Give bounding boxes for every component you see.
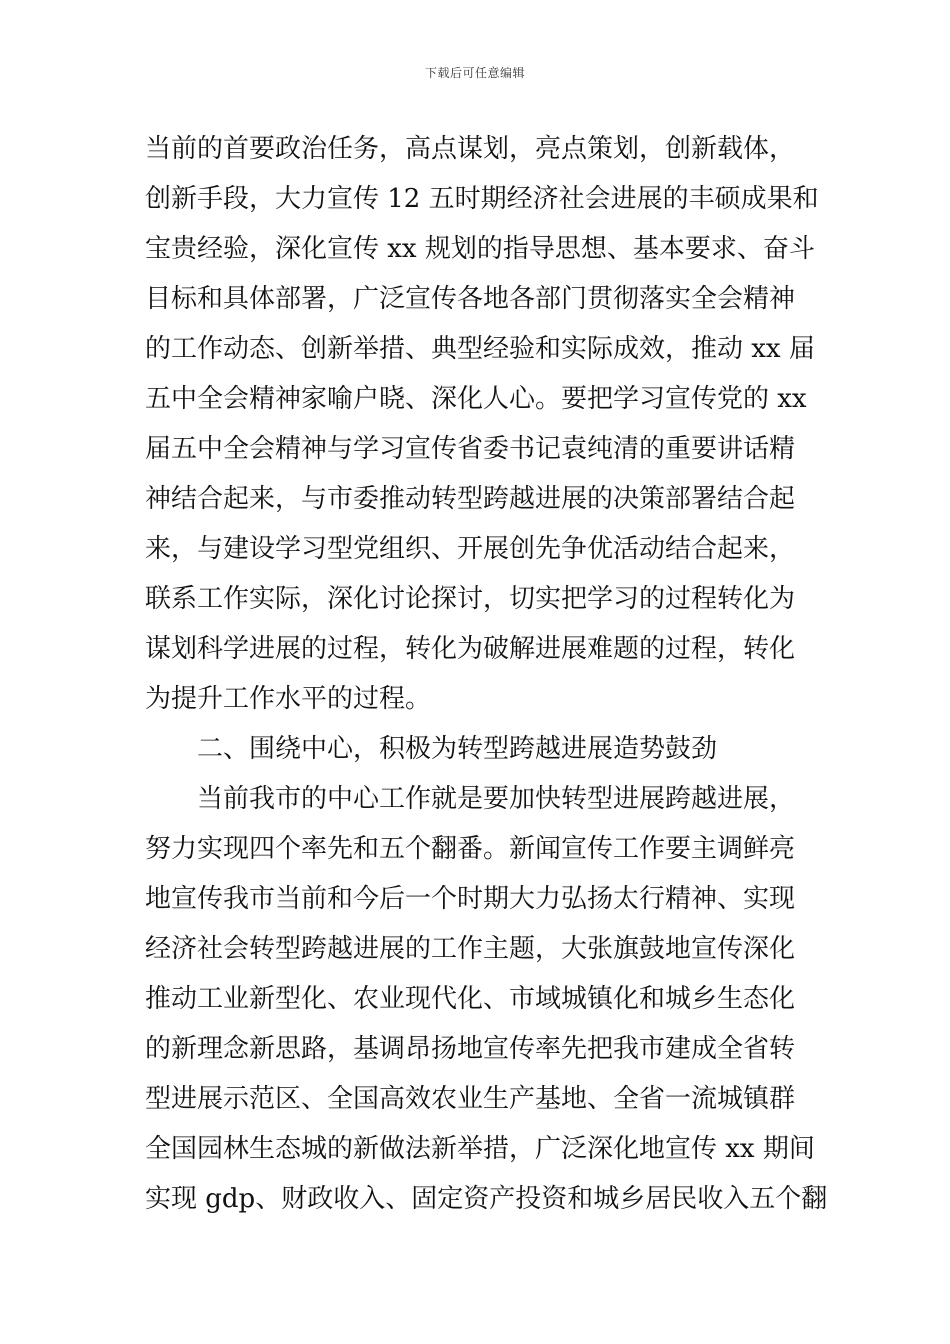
body-line: 宝贵经验，深化宣传 xx 规划的指导思想、基本要求、奋斗 xyxy=(145,234,815,264)
body-line: 推动工业新型化、农业现代化、市域城镇化和城乡生态化 xyxy=(145,984,796,1014)
body-line: 经济社会转型跨越进展的工作主题，大张旗鼓地宣传深化 xyxy=(145,934,796,964)
body-line: 五中全会精神家喻户晓、深化人心。要把学习宣传党的 xx xyxy=(145,384,807,414)
body-line: 来，与建设学习型党组织、开展创先争优活动结合起来， xyxy=(145,534,796,564)
body-line: 目标和具体部署，广泛宣传各地各部门贯彻落实全会精神 xyxy=(145,284,796,314)
body-line: 当前的首要政治任务，高点谋划，亮点策划，创新载体， xyxy=(145,134,796,164)
body-line: 实现 gdp、财政收入、固定资产投资和城乡居民收入五个翻 xyxy=(145,1184,828,1214)
body-line: 联系工作实际，深化讨论探讨，切实把学习的过程转化为 xyxy=(145,584,796,614)
section-heading: 二、围绕中心，积极为转型跨越进展造势鼓劲 xyxy=(197,734,718,764)
body-line: 谋划科学进展的过程，转化为破解进展难题的过程，转化 xyxy=(145,634,796,664)
body-line: 为提升工作水平的过程。 xyxy=(145,684,432,714)
body-line: 努力实现四个率先和五个翻番。新闻宣传工作要主调鲜亮 xyxy=(145,834,796,864)
body-line: 型进展示范区、全国高效农业生产基地、全省一流城镇群 xyxy=(145,1084,796,1114)
body-line: 当前我市的中心工作就是要加快转型进展跨越进展， xyxy=(197,784,796,814)
page-header: 下载后可任意编辑 xyxy=(424,66,525,80)
body-line: 届五中全会精神与学习宣传省委书记袁纯清的重要讲话精 xyxy=(145,434,796,464)
body-line: 地宣传我市当前和今后一个时期大力弘扬太行精神、实现 xyxy=(145,884,796,914)
body-line: 全国园林生态城的新做法新举措，广泛深化地宣传 xx 期间 xyxy=(145,1134,815,1164)
body-line: 创新手段，大力宣传 12 五时期经济社会进展的丰硕成果和 xyxy=(145,184,819,214)
body-line: 神结合起来，与市委推动转型跨越进展的决策部署结合起 xyxy=(145,484,796,514)
body-line: 的工作动态、创新举措、典型经验和实际成效，推动 xx 届 xyxy=(145,334,815,364)
body-line: 的新理念新思路，基调昂扬地宣传率先把我市建成全省转 xyxy=(145,1034,796,1064)
